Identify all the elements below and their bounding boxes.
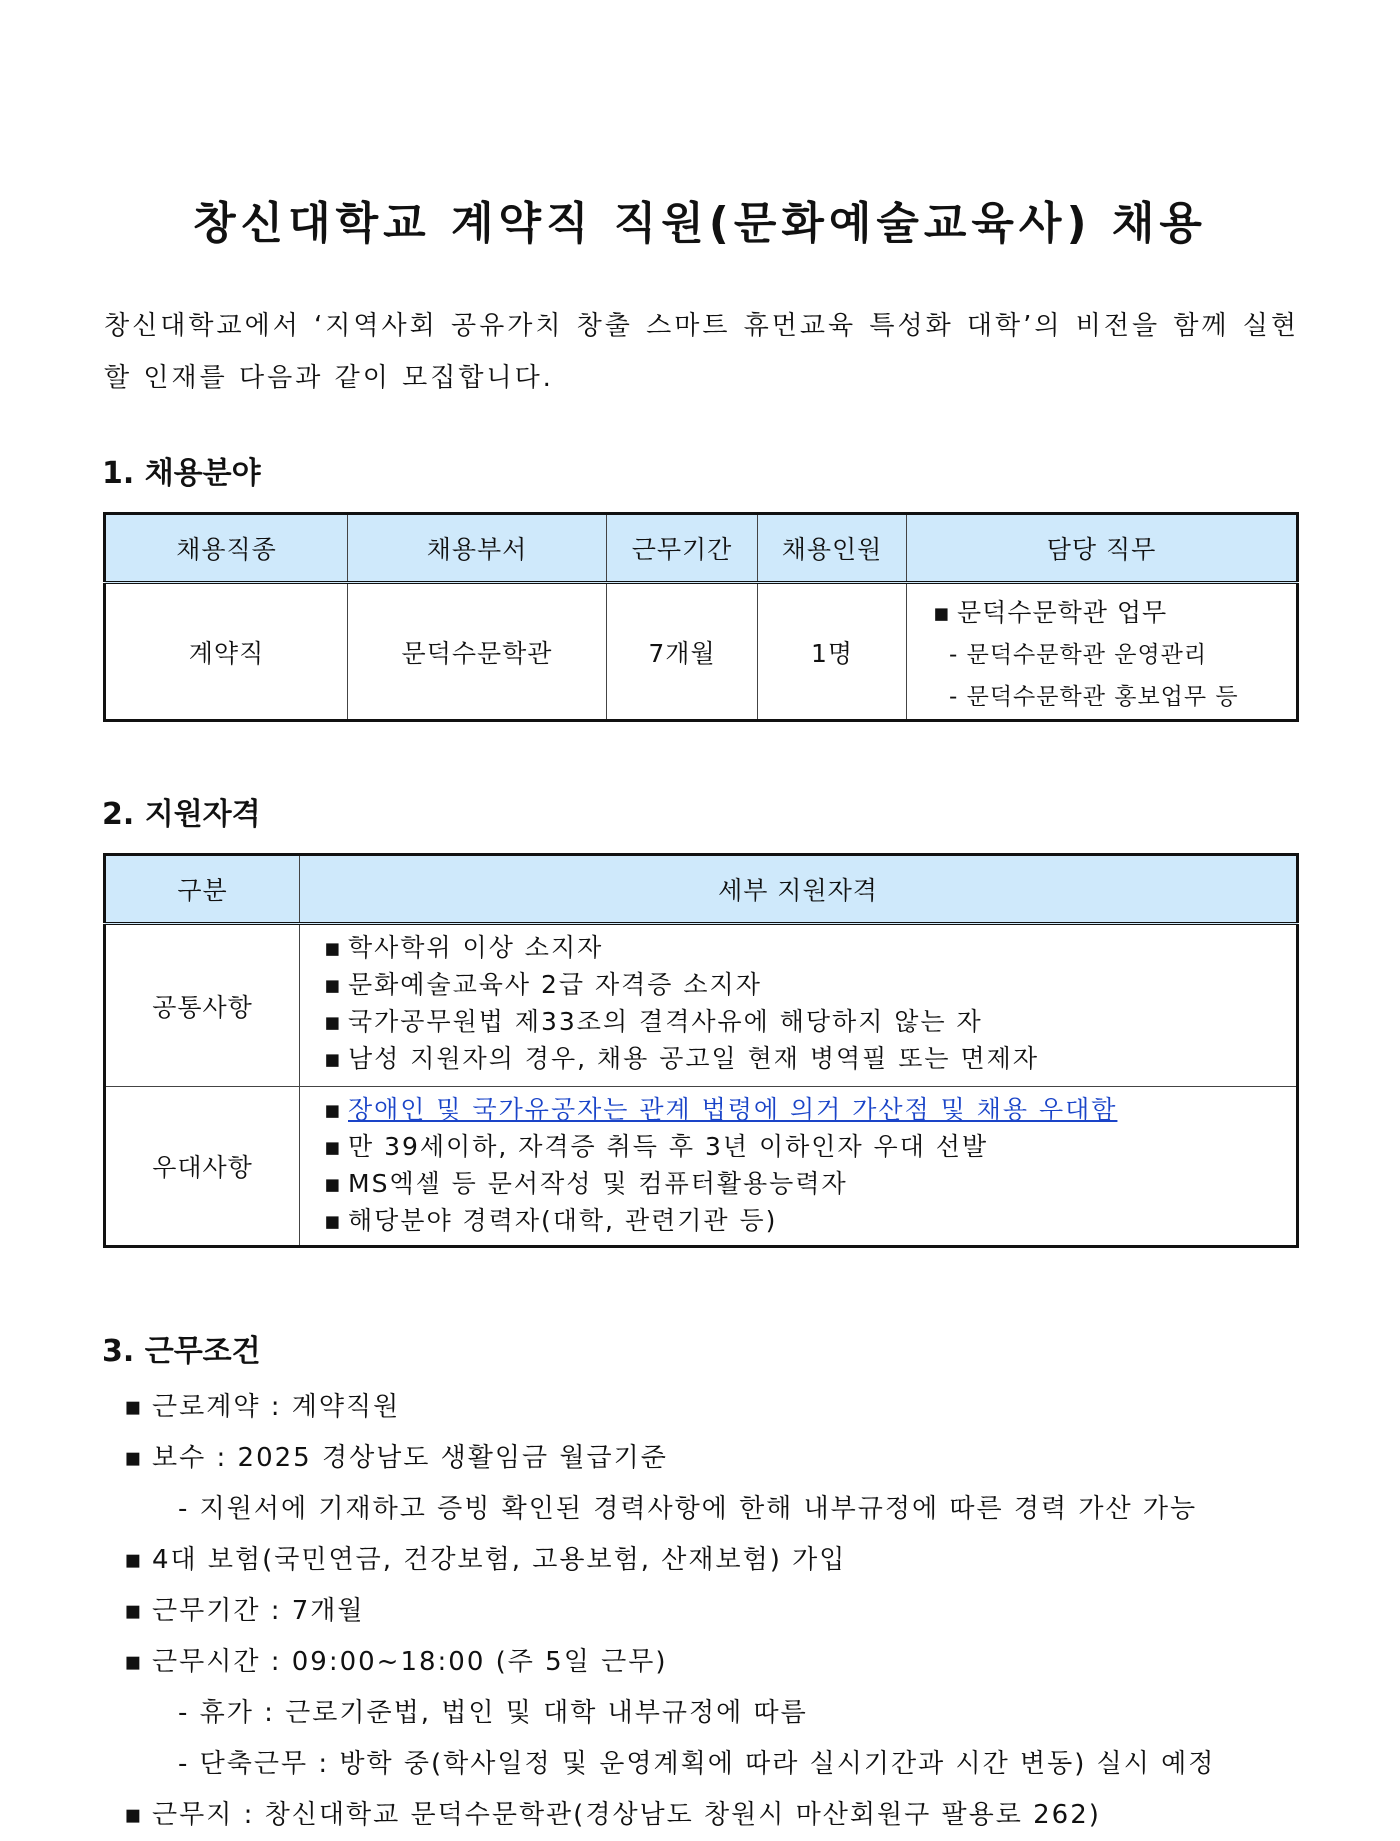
page-title: 창신대학교 계약직 직원(문화예술교육사) 채용 xyxy=(193,198,1207,250)
list-item: ▪ 근무지 : 창신대학교 문덕수문학관(경상남도 창원시 마산회원구 팔용로 262) xyxy=(124,1790,1324,1841)
intro-paragraph: 창신대학교에서 ‘지역사회 공유가치 창출 스마트 휴먼교육 특성화 대학’의 비전을 함께 실현할 인재를 다음과 같이 모집합니다. xyxy=(104,311,1299,393)
col-header-period: 근무기간 xyxy=(607,514,758,583)
preference-list xyxy=(320,1091,1296,1239)
duty-main-item: ▪ 문덕수문학관 업무 xyxy=(929,592,1296,634)
table-row xyxy=(105,583,1298,721)
duty-sub-list xyxy=(929,634,1296,718)
qual-table-header-row xyxy=(105,855,1298,924)
preference-link-text[interactable]: 장애인 및 국가유공자는 관계 법령에 의거 가산점 및 채용 우대함 xyxy=(348,1095,1118,1124)
col-header-detail: 세부 지원자격 xyxy=(300,855,1298,924)
common-qualification-list xyxy=(320,929,1296,1077)
section-heading-recruit-field: 1. 채용분야 xyxy=(102,456,261,491)
cell-pref-items xyxy=(300,1087,1298,1247)
list-item: - 단축근무 : 방학 중(학사일정 및 운영계획에 따라 실시기간과 시간 변동) 실시 예정 xyxy=(152,1739,1324,1790)
list-item: ▪ 해당분야 경력자(대학, 관련기관 등) xyxy=(320,1202,1296,1239)
pay-text: 보수 : 2025 경상남도 생활임금 월급기준 xyxy=(152,1443,668,1473)
table-row xyxy=(105,1087,1298,1247)
work-conditions-list xyxy=(124,1382,1324,1841)
cell-common-items xyxy=(300,924,1298,1087)
list-item: ▪ 국가공무원법 제33조의 결격사유에 해당하지 않는 자 xyxy=(320,1003,1296,1040)
section-heading-qualifications: 2. 지원자격 xyxy=(102,797,261,832)
col-header-department: 채용부서 xyxy=(348,514,607,583)
list-item xyxy=(320,1091,1296,1128)
list-item: ▪ 문화예술교육사 2급 자격증 소지자 xyxy=(320,966,1296,1003)
col-header-category: 구분 xyxy=(105,855,300,924)
list-item: ▪ 만 39세이하, 자격증 취득 후 3년 이하인자 우대 선발 xyxy=(320,1128,1296,1165)
duty-sub-item: - 문덕수문학관 운영관리 xyxy=(929,634,1296,676)
cell-period: 7개월 xyxy=(607,583,758,721)
cell-job-type: 계약직 xyxy=(105,583,348,721)
cell-common-label: 공통사항 xyxy=(105,924,300,1087)
list-item: - 지원서에 기재하고 증빙 확인된 경력사항에 한해 내부규정에 따른 경력 가산 가능 xyxy=(152,1484,1324,1535)
col-header-headcount: 채용인원 xyxy=(758,514,907,583)
list-item: ▪ 근로계약 : 계약직원 xyxy=(124,1382,1324,1433)
list-item: ▪ 4대 보험(국민연금, 건강보험, 고용보험, 산재보험) 가입 xyxy=(124,1535,1324,1586)
duty-list xyxy=(929,592,1296,634)
cell-pref-label: 우대사항 xyxy=(105,1087,300,1247)
qualifications-table xyxy=(103,853,1299,1248)
cell-duty xyxy=(907,583,1298,721)
hours-text: 근무시간 : 09:00~18:00 (주 5일 근무) xyxy=(152,1647,668,1677)
cell-headcount: 1명 xyxy=(758,583,907,721)
pay-sub-list xyxy=(152,1484,1324,1535)
hours-sub-list xyxy=(152,1688,1324,1790)
list-item: ▪ 근무기간 : 7개월 xyxy=(124,1586,1324,1637)
list-item: - 휴가 : 근로기준법, 법인 및 대학 내부규정에 따름 xyxy=(152,1688,1324,1739)
list-item: ▪ 남성 지원자의 경우, 채용 공고일 현재 병역필 또는 면제자 xyxy=(320,1040,1296,1077)
list-item: ▪ 학사학위 이상 소지자 xyxy=(320,929,1296,966)
col-header-duty: 담당 직무 xyxy=(907,514,1298,583)
list-item xyxy=(124,1637,1324,1790)
col-header-job-type: 채용직종 xyxy=(105,514,348,583)
duty-sub-item: - 문덕수문학관 홍보업무 등 xyxy=(929,676,1296,718)
table-row xyxy=(105,924,1298,1087)
section-heading-work-conditions: 3. 근무조건 xyxy=(102,1334,261,1369)
recruit-table-header-row xyxy=(105,514,1298,583)
recruit-table xyxy=(103,512,1299,722)
cell-department: 문덕수문학관 xyxy=(348,583,607,721)
list-item xyxy=(124,1433,1324,1535)
list-item: ▪ MS엑셀 등 문서작성 및 컴퓨터활용능력자 xyxy=(320,1165,1296,1202)
